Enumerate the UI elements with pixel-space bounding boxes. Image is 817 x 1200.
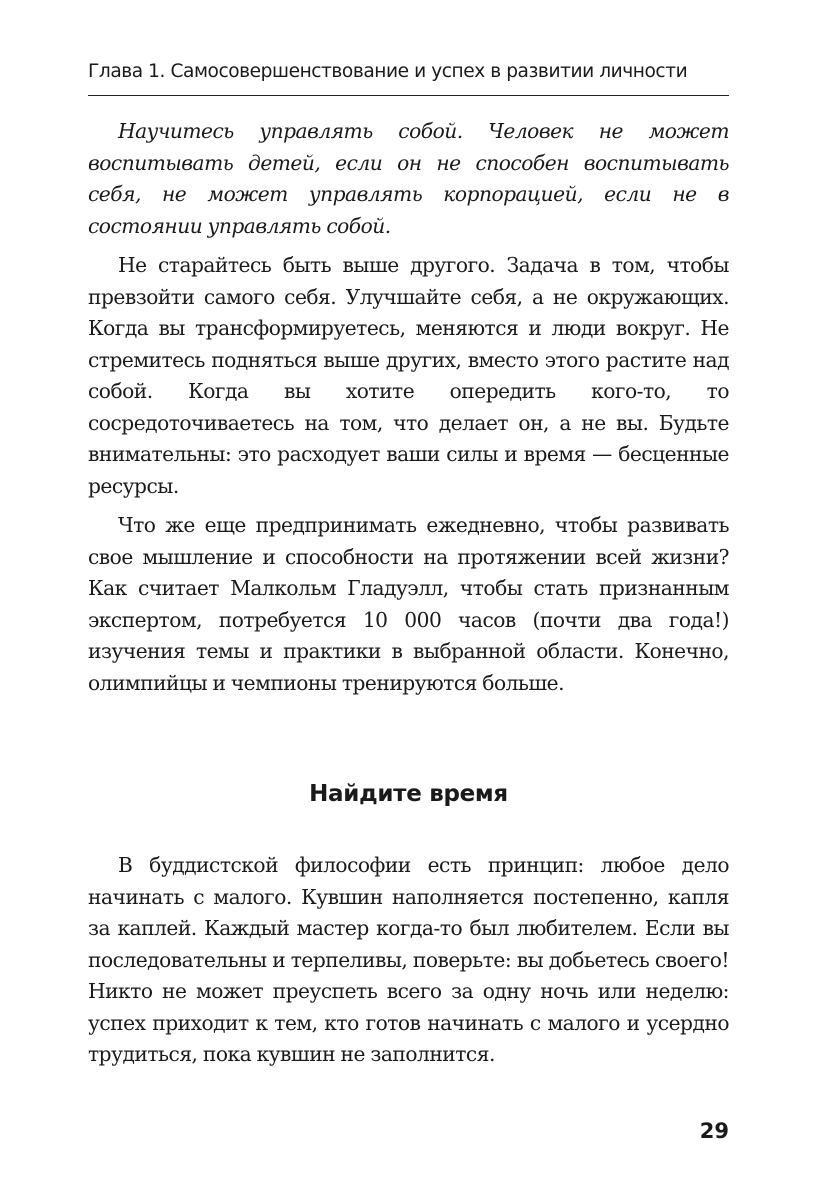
- paragraph: Что же еще предпринимать ежедневно, чтобы развивать свое мышление и способности на протяжении всей жизни? Как считает Малкольм Гладуэлл, чтобы стать признанным экспертом, потребуется 10 000 часов (почти два года!) изучения темы и практики в выбранной области. Конечно, олимпийцы и чемпионы тренируются больше.: [88, 513, 729, 695]
- header-rule: [88, 95, 729, 96]
- paragraph: В буддистской философии есть принцип: любое дело начинать с малого. Кувшин наполняется постепенно, капля за каплей. Каждый мастер когда-то был любителем. Если вы последовательны и терпеливы, поверьте: вы добьетесь своего! Никто не может преуспеть всего за одну ночь или неделю: успех приходит к тем, кто готов начинать с малого и усердно трудиться, пока кувшин не заполнится.: [88, 853, 729, 1066]
- section-heading: Найдите время: [309, 781, 508, 807]
- intro-text-block: [88, 116, 729, 699]
- book-page: [88, 0, 729, 1200]
- page-number: 29: [699, 1119, 729, 1143]
- running-header: Глава 1. Самосовершенствование и успех в развитии личности: [88, 61, 688, 82]
- paragraph: Не старайтесь быть выше другого. Задача в том, чтобы превзойти самого себя. Улучшайте себя, а не окружающих. Когда вы трансформируетесь, меняются и люди вокруг. Не стремитесь подняться выше других, вместо этого растите над собой. Когда вы хотите опередить кого-то, то сосредоточиваетесь на том, что делает он, а не вы. Будьте внимательны: это расходует ваши силы и время — бесценные ресурсы.: [88, 253, 729, 498]
- section-text-block: [88, 850, 729, 1071]
- paragraph-italic-lead: Научитесь управлять собой. Человек не может воспитывать детей, если он не способен воспитывать себя, не может управлять корпорацией, если не в состоянии управлять собой.: [88, 119, 729, 238]
